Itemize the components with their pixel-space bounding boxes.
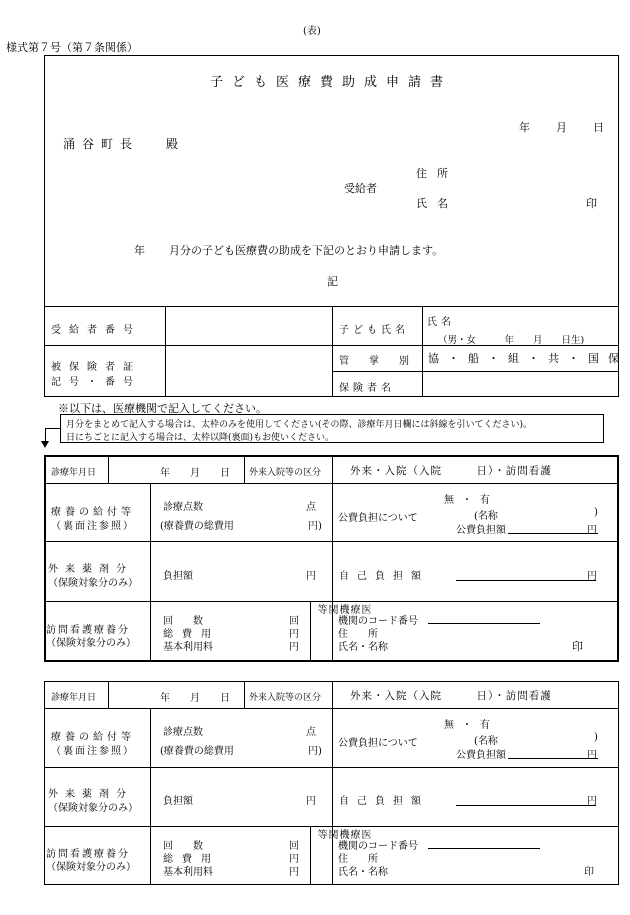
public-burden-label: 公費負担について xyxy=(338,738,418,749)
address-label: 住所 xyxy=(416,167,458,180)
basic-fee-label: 基本利用料 xyxy=(163,867,213,878)
jurisdiction-label: 管 掌 別 xyxy=(339,356,409,367)
insurance-number-label: 記号・番号 xyxy=(51,377,141,388)
visit-count-unit: 回 xyxy=(289,841,299,852)
nursing-sublabel: （保険対象分のみ） xyxy=(46,638,136,649)
basic-fee-unit: 円 xyxy=(289,642,299,653)
side-label: (表) xyxy=(303,26,321,37)
pharma-sublabel: （保険対象分のみ） xyxy=(48,803,138,814)
public-name-close: ) xyxy=(594,732,598,743)
total-cost-label: (療養費の総費用 xyxy=(160,746,234,757)
name-label: 氏名 xyxy=(416,197,458,210)
date-day: 日 xyxy=(593,121,604,134)
points-label: 診療点数 xyxy=(163,727,203,738)
pharma-label: 外来薬剤分 xyxy=(48,564,133,575)
public-burden-label: 公費負担について xyxy=(338,513,418,524)
request-text: 月分の子ども医療費の助成を下記のとおり申請します。 xyxy=(169,244,444,257)
request-year: 年 xyxy=(134,244,145,257)
child-name-label: 子ども氏名 xyxy=(339,325,409,336)
public-amount-label: 公費負担額 xyxy=(456,750,506,761)
instruction-line-2: 日にちごとに記入する場合は、太枠以降(裏面)もお使いください。 xyxy=(66,433,335,443)
benefit-label: 療養の給付等 xyxy=(51,507,135,518)
institution-name-label: 氏名・名称 xyxy=(338,642,388,653)
visit-type-label: 外来入院等の区分 xyxy=(249,468,322,478)
basic-fee-unit: 円 xyxy=(289,867,299,878)
instruction-line-1: 月分をまとめて記入する場合は、太枠のみを使用してください(その際、診療年月日欄には斜線を引いてください)。 xyxy=(66,420,533,430)
name-small-label: 氏名 xyxy=(427,317,455,328)
exam-date-fields: 年 月 日 xyxy=(160,468,230,479)
public-name: (名称 xyxy=(474,511,498,522)
institution-code-label: 機関のコード番号 xyxy=(338,841,418,852)
points-unit: 点 xyxy=(306,727,316,738)
pharma-sublabel: （保険対象分のみ） xyxy=(48,578,138,589)
burden-amount-unit: 円 xyxy=(306,796,316,807)
medical-only-note: ※以下は、医療機関で記入してください。 xyxy=(58,402,267,415)
total-cost-label: (療養費の総費用 xyxy=(160,521,234,532)
public-name: (名称 xyxy=(474,736,498,747)
nursing-label: 訪問看護療養分 xyxy=(46,849,130,860)
gender-dob-field: （男・女 年 月 日生) xyxy=(438,335,585,346)
form-title: 子ども医療費助成申請書 xyxy=(210,75,453,90)
addressee: 涌谷町長 xyxy=(63,137,140,151)
visit-type-label: 外来入院等の区分 xyxy=(249,693,322,703)
jurisdiction-options: 協・船・組・共・国保 xyxy=(428,352,628,365)
total-fee-unit: 円 xyxy=(289,629,299,640)
seal-mark: 印 xyxy=(586,197,597,210)
honorific: 殿 xyxy=(166,137,179,151)
self-burden-label: 自己負担額 xyxy=(339,796,429,807)
nursing-label: 訪問看護療養分 xyxy=(46,625,130,636)
institution-seal: 印 xyxy=(584,867,594,878)
total-fee-label: 総費用 xyxy=(163,854,220,865)
visit-type-options: 外来・入院（入院 日）・訪問看護 xyxy=(350,690,552,702)
self-burden-label: 自己負担額 xyxy=(339,571,429,582)
benefit-sublabel: （裏面注参照） xyxy=(51,746,135,757)
arrow-line-top xyxy=(45,428,60,429)
visit-type-options: 外来・入院（入院 日）・訪問看護 xyxy=(350,465,552,477)
insurance-card-label: 被保険者証 xyxy=(51,362,141,373)
institution-address-label: 住 所 xyxy=(338,854,378,865)
institution-vertical-label: 医療機関等 xyxy=(315,604,370,614)
public-options: 無・有 xyxy=(444,720,498,731)
pharma-label: 外来薬剤分 xyxy=(48,789,133,800)
recipient-label: 受給者 xyxy=(344,182,377,195)
exam-date-fields: 年 月 日 xyxy=(160,693,230,704)
public-amount-unit: 円 xyxy=(587,525,597,536)
visit-count-label: 回 数 xyxy=(163,616,203,627)
visit-count-unit: 回 xyxy=(289,616,299,627)
public-amount-unit: 円 xyxy=(587,750,597,761)
ki-label: 記 xyxy=(327,275,338,288)
public-name-close: ) xyxy=(594,507,598,518)
institution-code-label: 機関のコード番号 xyxy=(338,616,418,627)
burden-amount-label: 負担額 xyxy=(163,796,193,807)
nursing-sublabel: （保険対象分のみ） xyxy=(46,862,136,873)
institution-vertical-label: 医療機関等 xyxy=(315,829,370,839)
burden-amount-label: 負担額 xyxy=(163,571,193,582)
public-amount-label: 公費負担額 xyxy=(456,525,506,536)
points-unit: 点 xyxy=(306,502,316,513)
public-options: 無・有 xyxy=(444,495,498,506)
total-fee-label: 総費用 xyxy=(163,629,220,640)
benefit-label: 療養の給付等 xyxy=(51,732,135,743)
benefit-sublabel: （裏面注参照） xyxy=(51,521,135,532)
exam-date-label: 診療年月日 xyxy=(51,693,97,703)
arrow-head-icon xyxy=(41,441,49,448)
institution-address-label: 住 所 xyxy=(338,629,378,640)
recipient-number-label: 受給者番号 xyxy=(51,325,141,336)
visit-count-label: 回 数 xyxy=(163,841,203,852)
institution-seal: 印 xyxy=(572,640,583,653)
burden-amount-unit: 円 xyxy=(306,571,316,582)
points-label: 診療点数 xyxy=(163,502,203,513)
total-cost-unit: 円) xyxy=(308,521,322,532)
basic-fee-label: 基本利用料 xyxy=(163,642,213,653)
exam-date-label: 診療年月日 xyxy=(51,468,97,478)
institution-name-label: 氏名・名称 xyxy=(338,867,388,878)
self-burden-unit: 円 xyxy=(587,796,597,807)
date-month: 月 xyxy=(556,121,567,134)
form-number: 様式第７号（第７条関係） xyxy=(6,41,138,54)
total-cost-unit: 円) xyxy=(308,746,322,757)
total-fee-unit: 円 xyxy=(289,854,299,865)
insurer-name-label: 保険者名 xyxy=(339,383,395,394)
self-burden-unit: 円 xyxy=(587,571,597,582)
date-year: 年 xyxy=(519,121,530,134)
